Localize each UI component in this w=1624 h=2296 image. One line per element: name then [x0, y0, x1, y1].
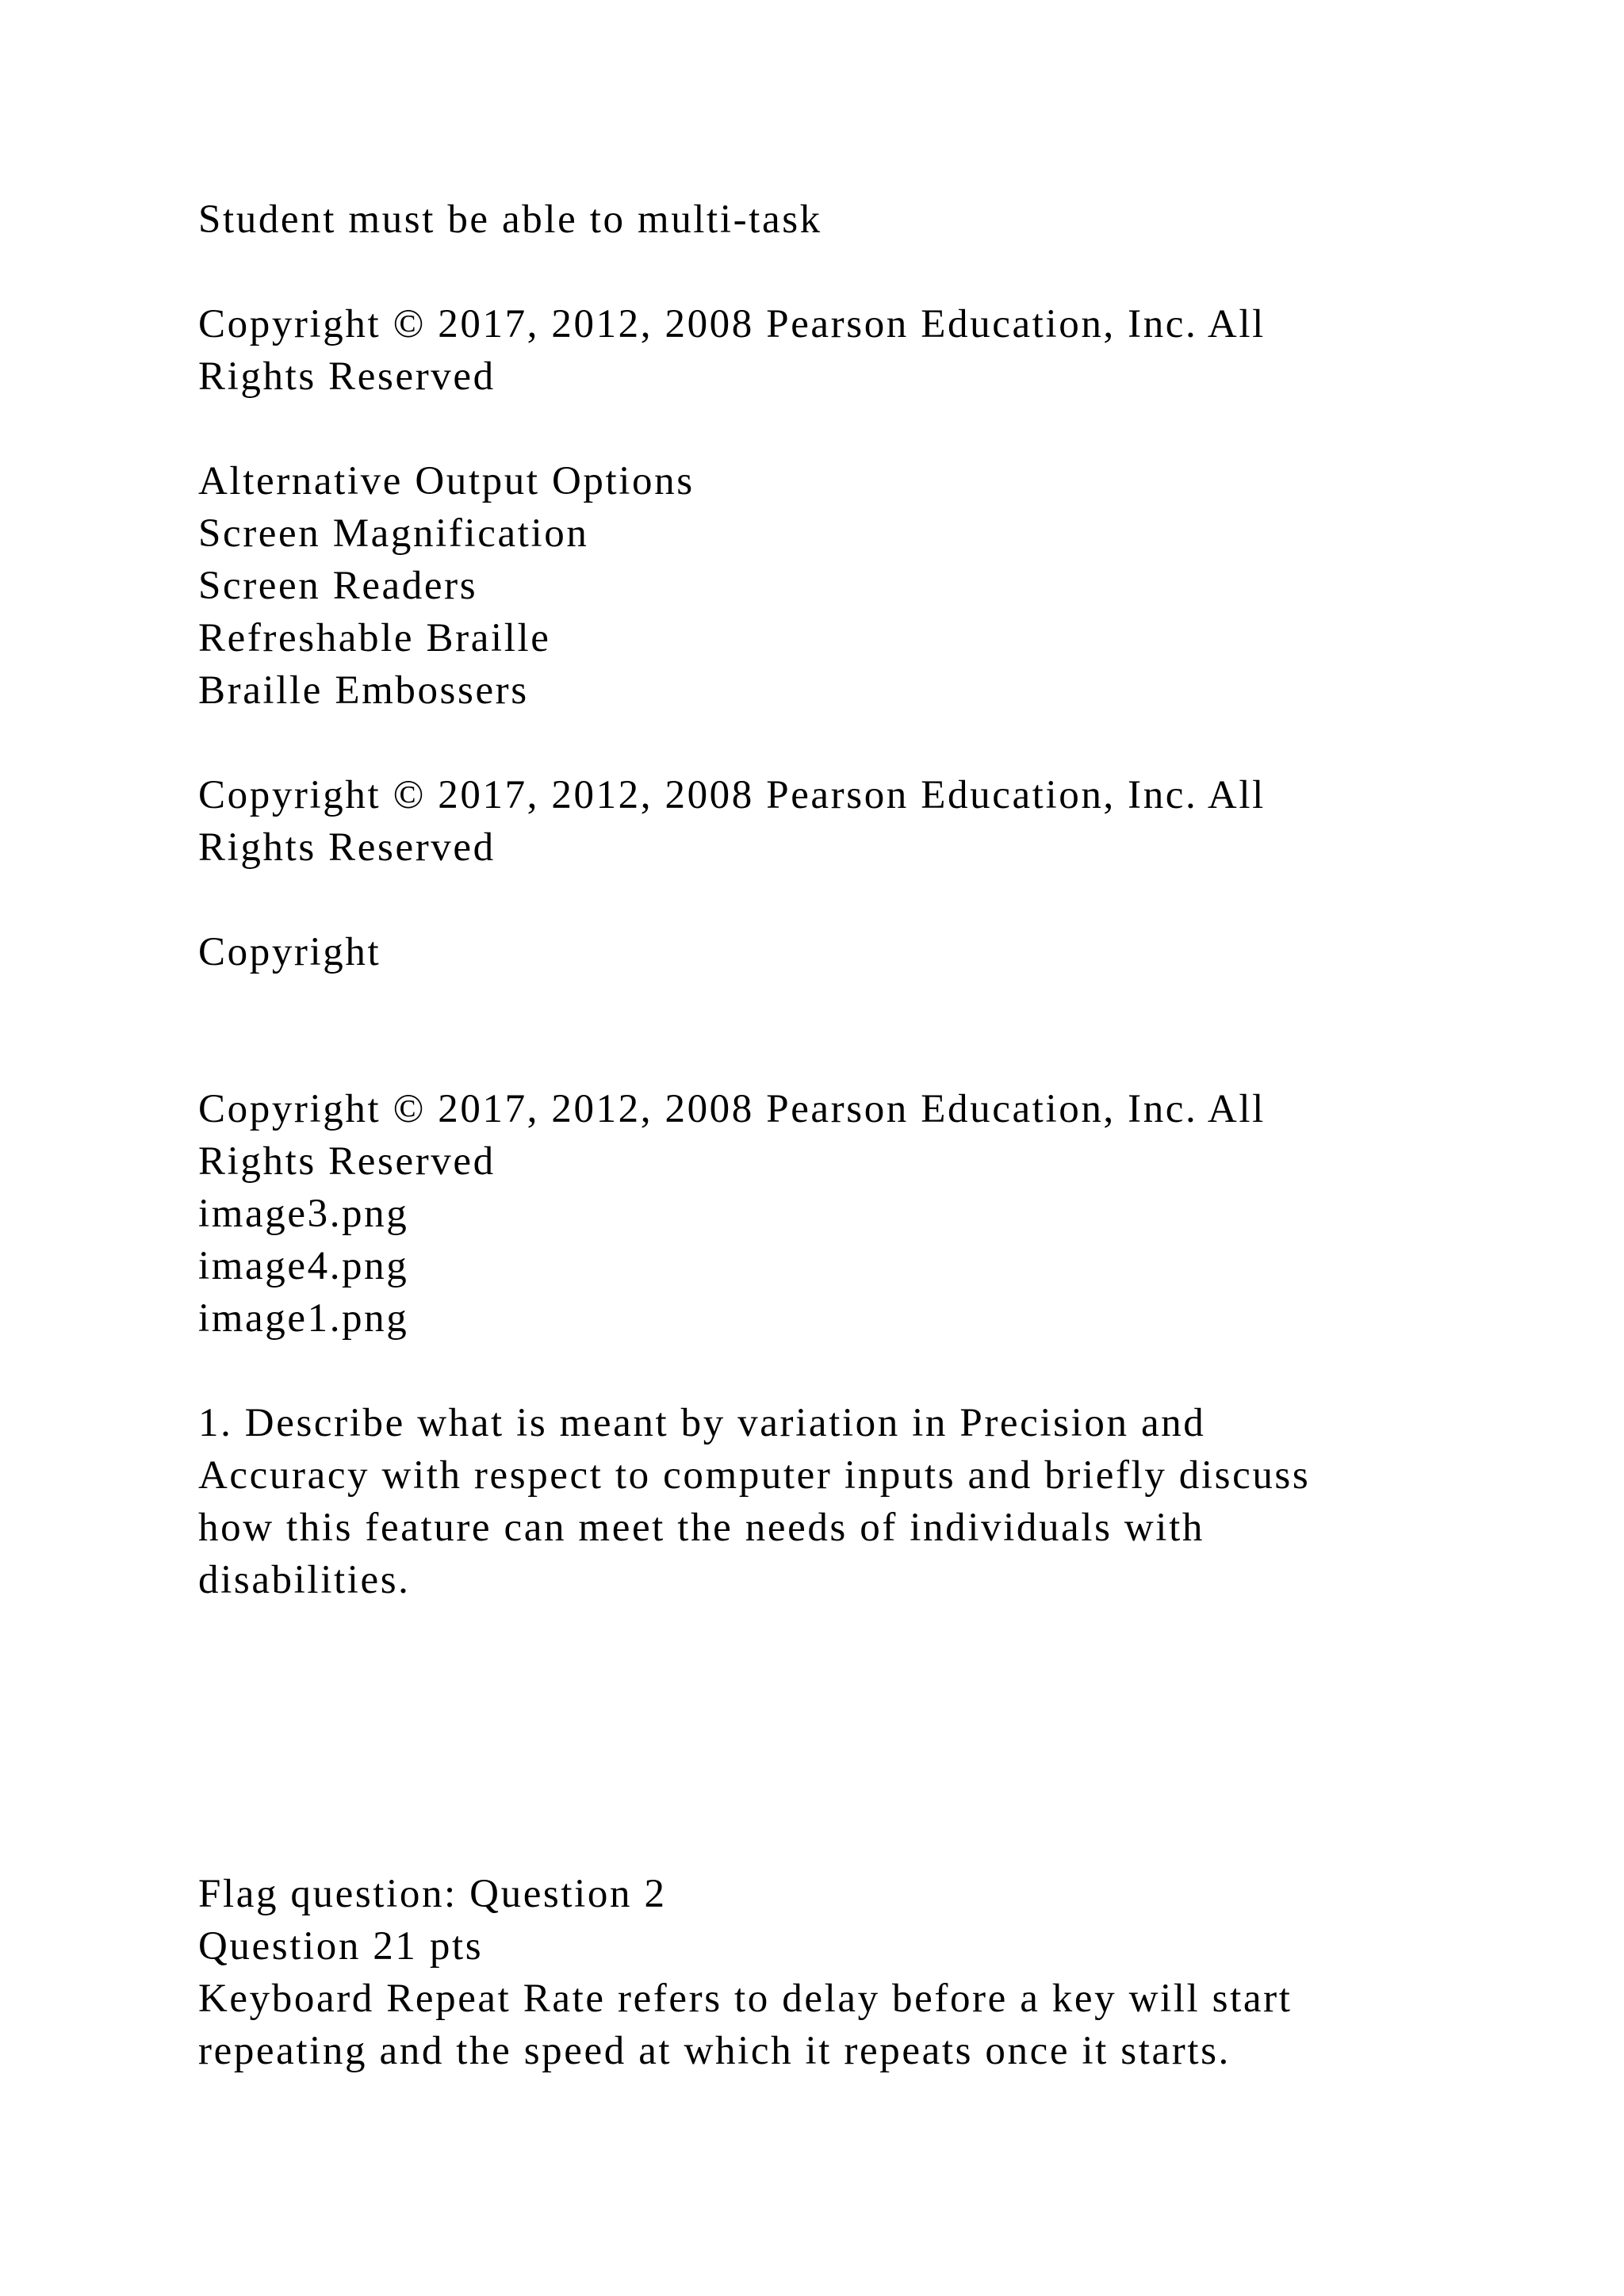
output-options-heading: Alternative Output Options: [198, 459, 695, 503]
output-option-item: Refreshable Braille: [198, 616, 551, 660]
spacer: [198, 1606, 1435, 1868]
question2-points: Question 21 pts: [198, 1924, 484, 1969]
copyright-line-b2: Rights Reserved: [198, 825, 496, 870]
question2-line: Keyboard Repeat Rate refers to delay before a key will start: [198, 1976, 1293, 2021]
question1-line: disabilities.: [198, 1558, 411, 1602]
question2-flag: Flag question: Question 2: [198, 1872, 667, 1916]
question1-line: 1. Describe what is meant by variation in Precision and: [198, 1401, 1206, 1445]
spacer: [198, 717, 1435, 769]
copyright-line-b1: Copyright © 2017, 2012, 2008 Pearson Education, Inc. All: [198, 773, 1266, 817]
spacer: [198, 403, 1435, 455]
output-option-item: Braille Embossers: [198, 668, 529, 713]
spacer: [198, 1345, 1435, 1397]
image-reference: image1.png: [198, 1296, 409, 1341]
spacer: [198, 874, 1435, 926]
copyright-line-c2: Rights Reserved: [198, 1139, 496, 1184]
image-reference: image3.png: [198, 1192, 409, 1236]
copyright-line-c1: Copyright © 2017, 2012, 2008 Pearson Education, Inc. All: [198, 1087, 1266, 1131]
question1-line: Accuracy with respect to computer inputs and briefly discuss: [198, 1453, 1311, 1498]
question2-line: repeating and the speed at which it repeats once it starts.: [198, 2029, 1231, 2073]
multitask-line: Student must be able to multi-task: [198, 197, 822, 242]
spacer: [198, 978, 1435, 1083]
document-text: [198, 193, 1435, 2077]
question1-line: how this feature can meet the needs of individuals with: [198, 1506, 1205, 1550]
copyright-line-a2: Rights Reserved: [198, 354, 496, 399]
copyright-word: Copyright: [198, 930, 381, 974]
image-reference: image4.png: [198, 1244, 409, 1288]
output-option-item: Screen Readers: [198, 564, 478, 608]
copyright-line-a1: Copyright © 2017, 2012, 2008 Pearson Education, Inc. All: [198, 302, 1266, 346]
output-option-item: Screen Magnification: [198, 511, 589, 556]
spacer: [198, 246, 1435, 298]
